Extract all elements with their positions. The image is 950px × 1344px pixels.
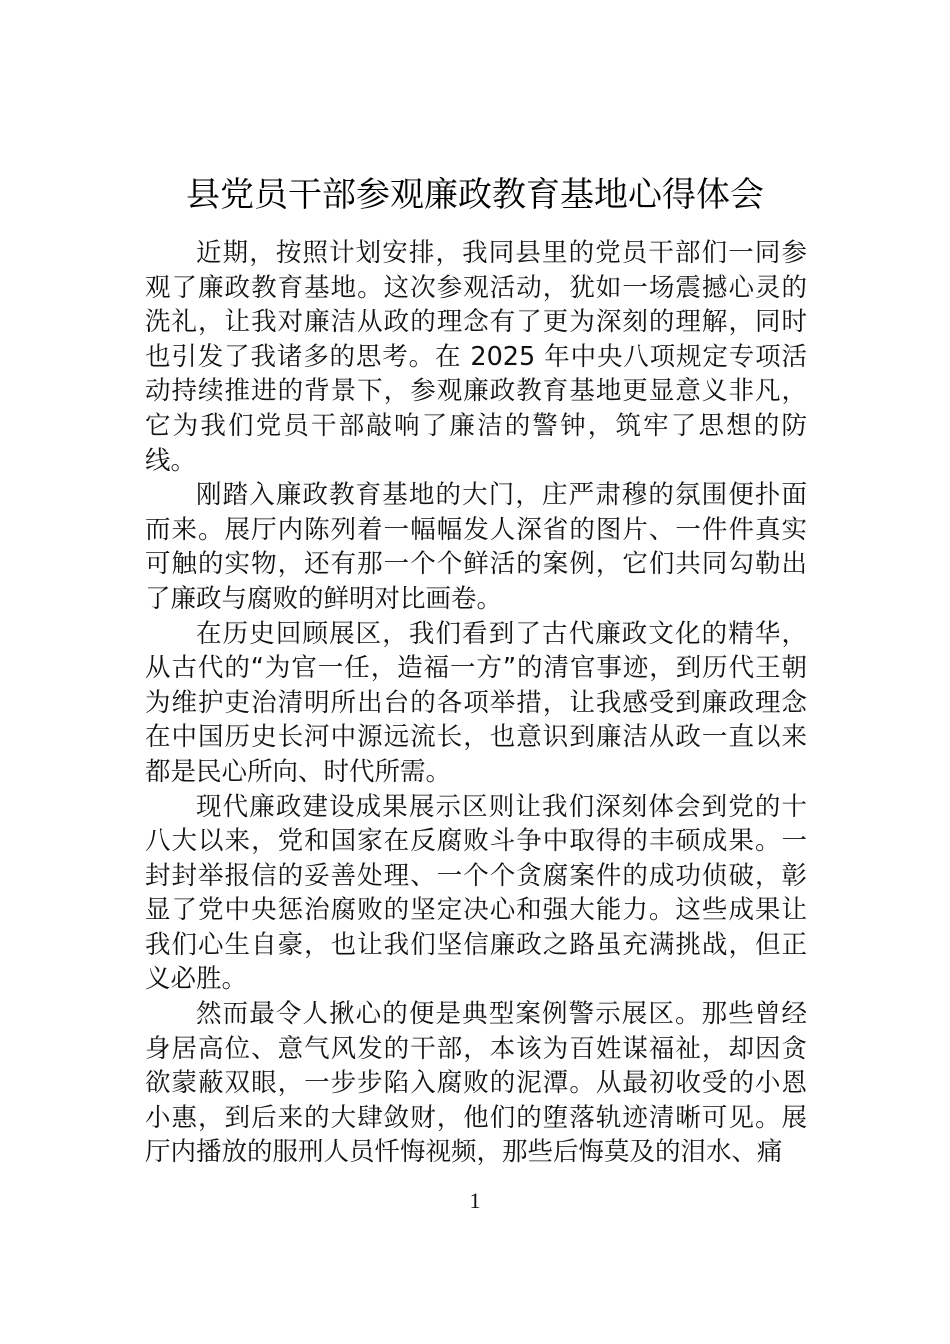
paragraph: 近期，按照计划安排，我同县里的党员干部们一同参观了廉政教育基地。这次参观活动，犹如一场震撼心灵的洗礼，让我对廉洁从政的理念有了更为深刻的理解，同时也引发了我诸多的思考。在 2025 年中央八项规定专项活动持续推进的背景下，参观廉政教育基地更显意义非凡，它为我们党员干部敲响了廉洁的警钟，筑牢了思想的防线。 (145, 238, 807, 476)
paragraph: 现代廉政建设成果展示区则让我们深刻体会到党的十八大以来，党和国家在反腐败斗争中取得的丰硕成果。一封封举报信的妥善处理、一个个贪腐案件的成功侦破，彰显了党中央惩治腐败的坚定决心和强大能力。这些成果让我们心生自豪，也让我们坚信廉政之路虽充满挑战，但正义必胜。 (145, 791, 807, 995)
paragraph: 然而最令人揪心的便是典型案例警示展区。那些曾经身居高位、意气风发的干部，本该为百姓谋福祉，却因贪欲蒙蔽双眼，一步步陷入腐败的泥潭。从最初收受的小恩小惠，到后来的大肆敛财，他们的堕落轨迹清晰可见。展厅内播放的服刑人员忏悔视频，那些后悔莫及的泪水、痛 (145, 999, 807, 1168)
paragraph: 在历史回顾展区，我们看到了古代廉政文化的精华，从古代的“为官一任，造福一方”的清官事迹，到历代王朝为维护吏治清明所出台的各项举措，让我感受到廉政理念在中国历史长河中源远流长，也意识到廉洁从政一直以来都是民心所向、时代所需。 (145, 618, 807, 787)
document-title: 县党员干部参观廉政教育基地心得体会 (186, 175, 764, 215)
document-body (145, 236, 807, 1170)
page-number: 1 (469, 1188, 481, 1213)
paragraph: 刚踏入廉政教育基地的大门，庄严肃穆的氛围便扑面而来。展厅内陈列着一幅幅发人深省的图片、一件件真实可触的实物，还有那一个个鲜活的案例，它们共同勾勒出了廉政与腐败的鲜明对比画卷。 (145, 480, 807, 614)
